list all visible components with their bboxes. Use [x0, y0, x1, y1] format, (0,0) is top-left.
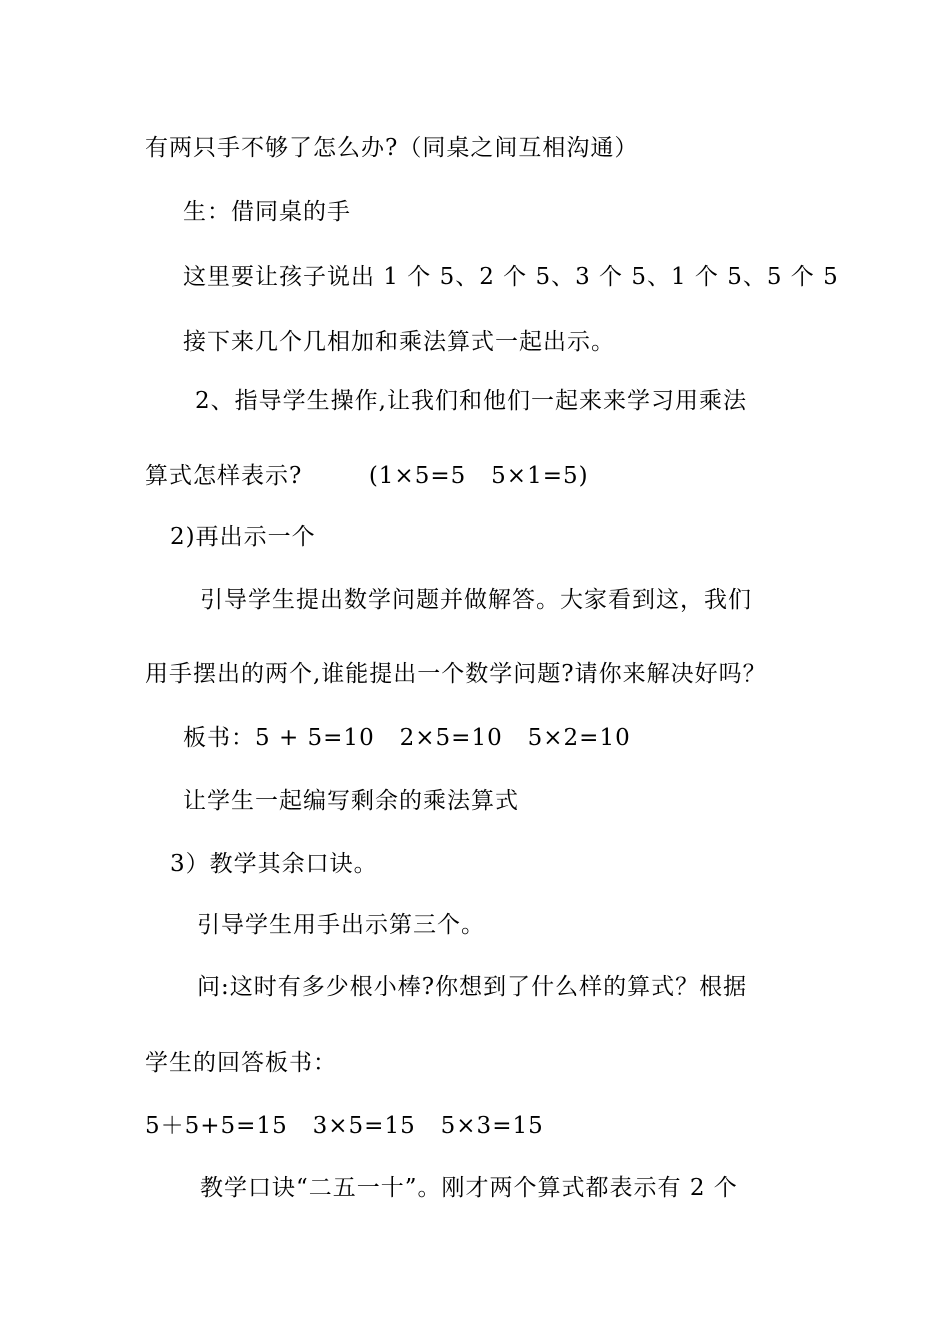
text-line-12: 3）教学其余口诀。 — [170, 851, 378, 877]
text-line-11: 让学生一起编写剩余的乘法算式 — [183, 788, 519, 814]
text-line-15: 学生的回答板书： — [145, 1050, 337, 1076]
text-line-9: 用手摆出的两个,谁能提出一个数学问题?请你来解决好吗？ — [145, 661, 767, 687]
text-line-13: 引导学生用手出示第三个。 — [197, 912, 485, 938]
text-line-5: 2、指导学生操作,让我们和他们一起来来学习用乘法 — [195, 388, 747, 414]
text-line-16: 5＋5+5=15 3×5=15 5×3=15 — [145, 1113, 544, 1139]
text-line-3: 这里要让孩子说出 1 个 5、2 个 5、3 个 5、1 个 5、5 个 5 — [183, 264, 839, 290]
text-line-2: 生：借同桌的手 — [183, 199, 351, 225]
text-line-10: 板书：5 + 5=10 2×5=10 5×2=10 — [183, 725, 631, 751]
text-line-1: 有两只手不够了怎么办?（同桌之间互相沟通） — [145, 135, 639, 161]
text-line-7: 2)再出示一个 — [170, 524, 316, 550]
text-line-14: 问:这时有多少根小棒?你想到了什么样的算式？根据 — [197, 974, 748, 1000]
text-line-8: 引导学生提出数学问题并做解答。大家看到这，我们 — [200, 587, 752, 613]
text-line-17: 教学口诀“二五一十”。刚才两个算式都表示有 2 个 — [200, 1175, 738, 1201]
text-line-6: 算式怎样表示? (1×5=5 5×1=5) — [145, 463, 589, 489]
text-line-4: 接下来几个几相加和乘法算式一起出示。 — [183, 329, 615, 355]
